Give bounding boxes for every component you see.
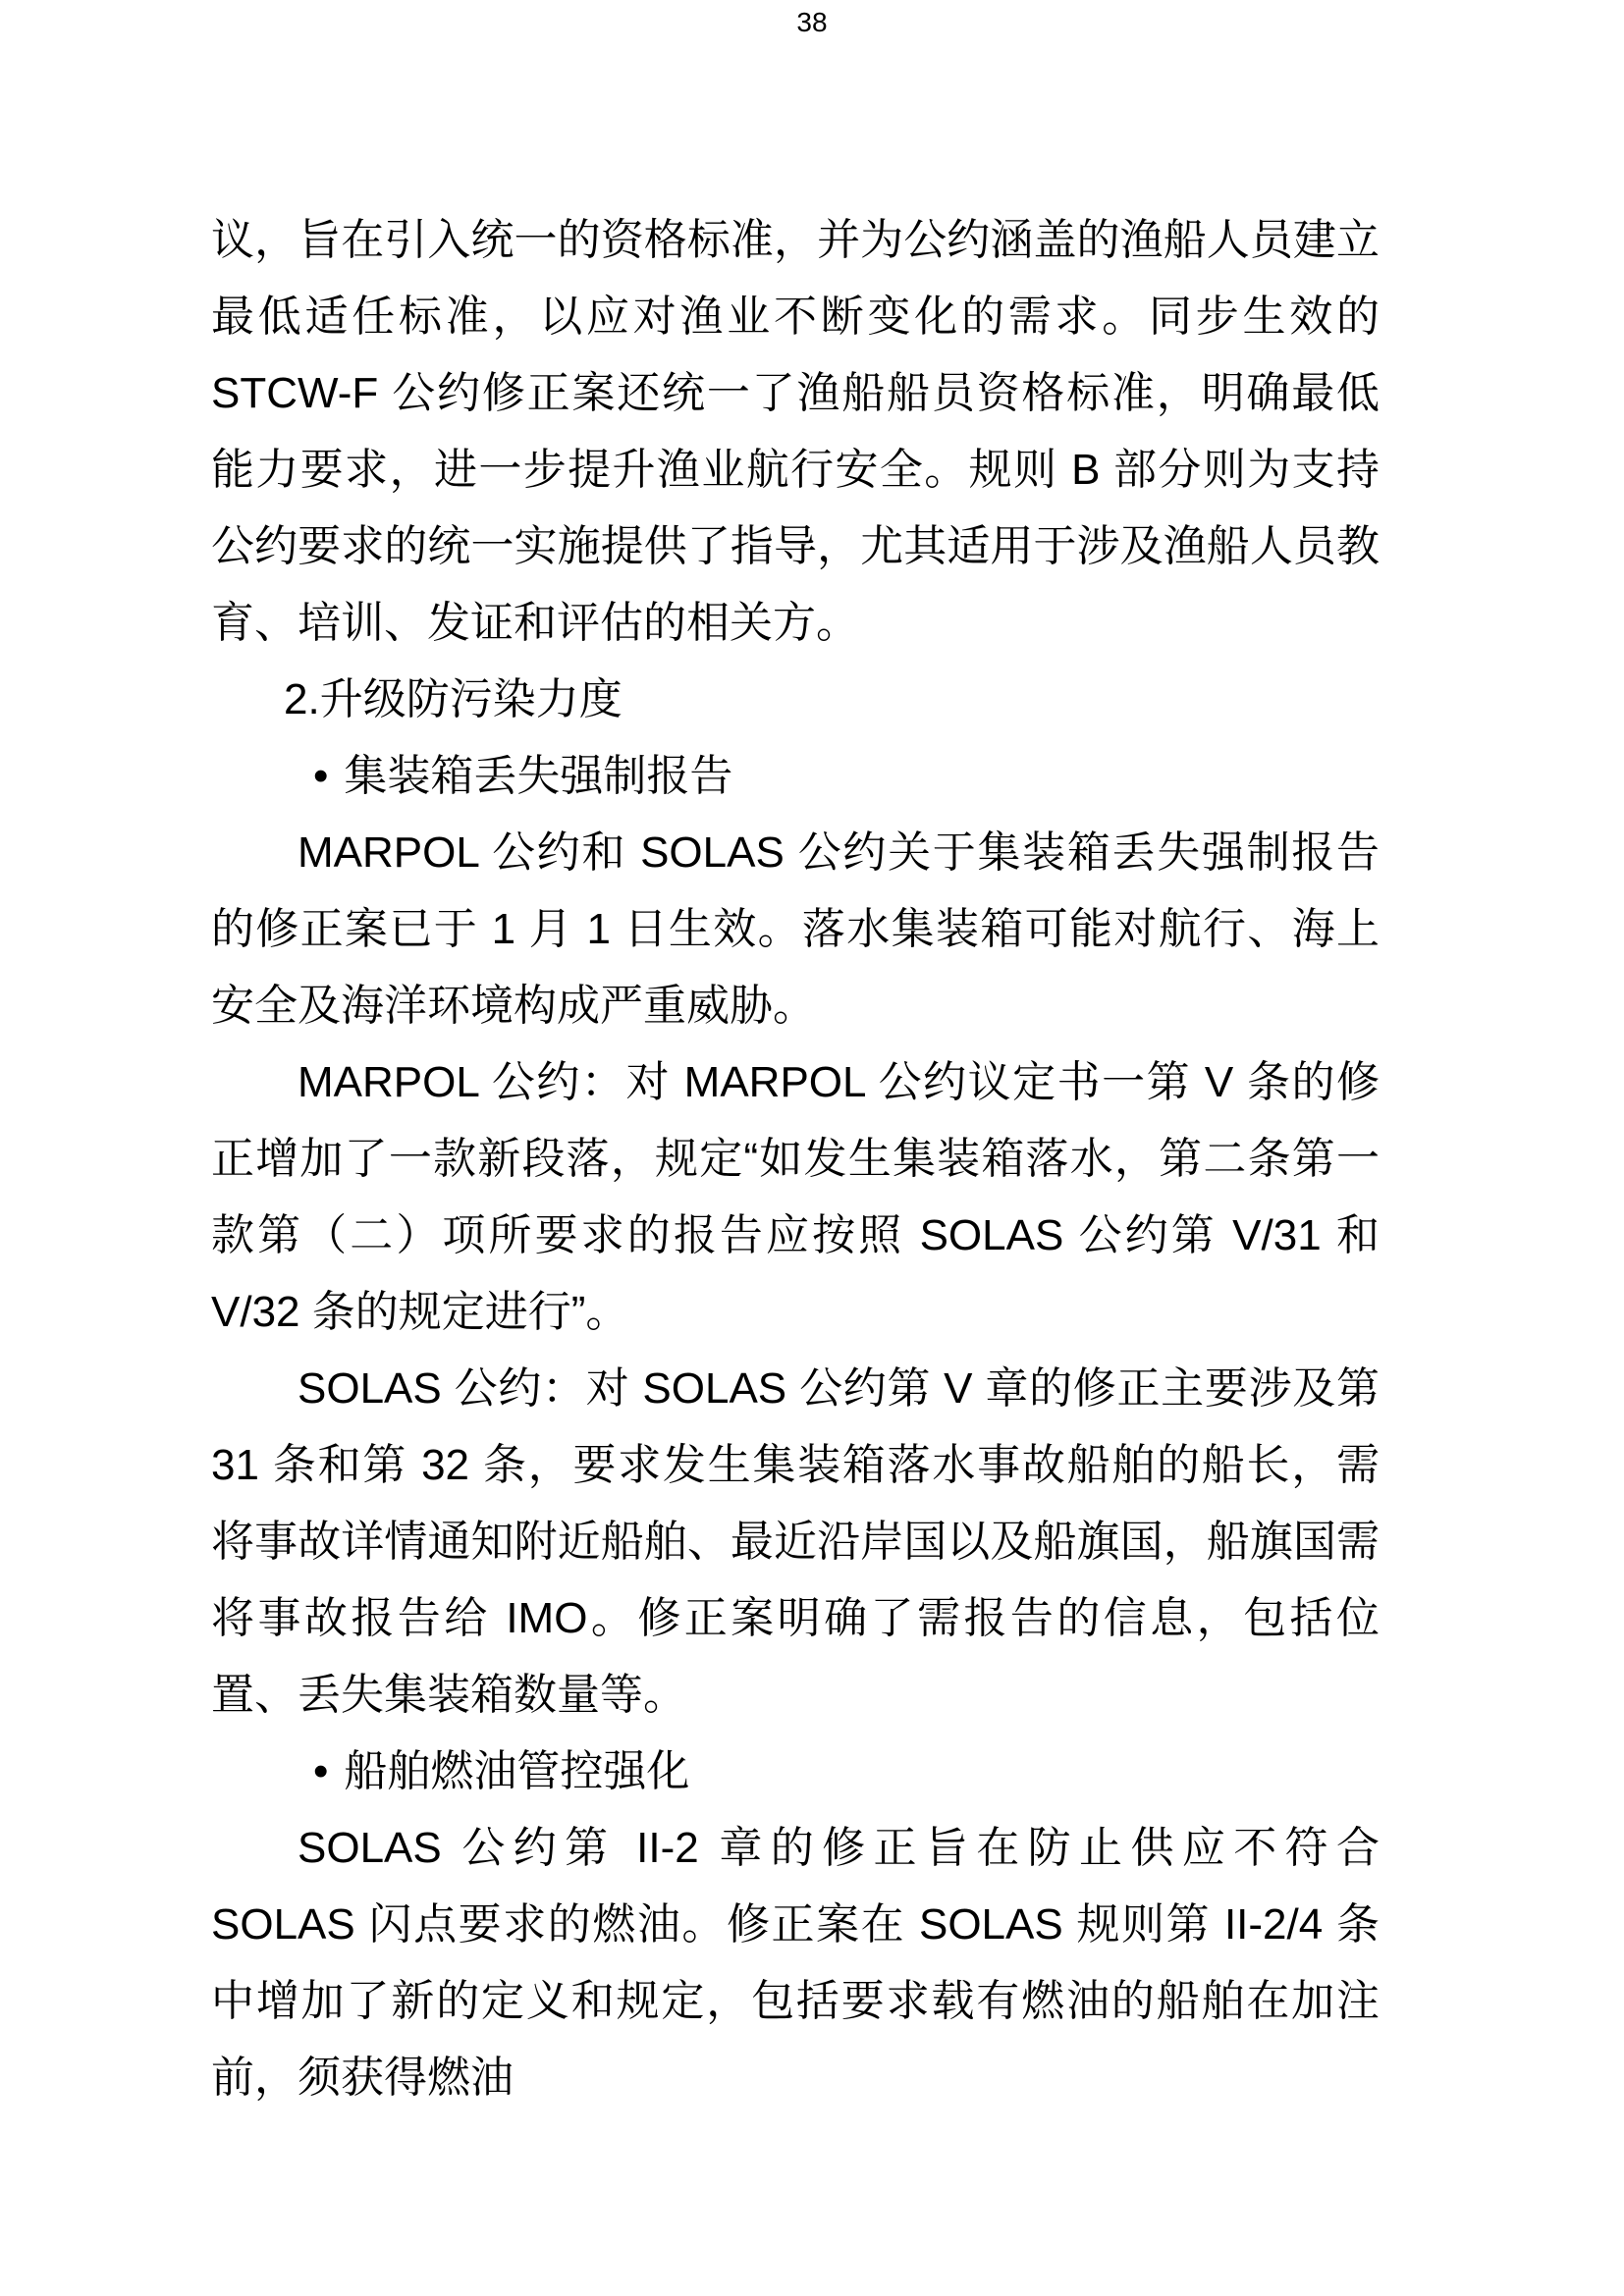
section-heading: 2.升级防污染力度 [284,675,623,723]
body-paragraph: SOLAS 公约第 II-2 章的修正旨在防止供应不符合 SOLAS 闪点要求的燃油。修正案在 SOLAS 规则第 II-2/4 条中增加了新的定义和规定，包括要求载有燃油的船舶在加注前，须获得燃油 [211,1824,1380,2102]
bullet-icon: • [313,1747,329,1795]
bullet-item-label: 船舶燃油管控强化 [344,1747,690,1795]
body-paragraph: SOLAS 公约：对 SOLAS 公约第 V 章的修正主要涉及第 31 条和第 32 条，要求发生集装箱落水事故船舶的船长，需将事故详情通知附近船舶、最近沿岸国以及船旗国，船旗国需将事故报告给 IMO。修正案明确了需报告的信息，包括位置、丢失集装箱数量等。 [211,1364,1380,1719]
body-paragraph-continuation: 议，旨在引入统一的资格标准，并为公约涵盖的渔船人员建立最低适任标准，以应对渔业不断变化的需求。同步生效的 STCW-F 公约修正案还统一了渔船船员资格标准，明确最低能力要求，进一步提升渔业航行安全。规则 B 部分则为支持公约要求的统一实施提供了指导，尤其适用于涉及渔船人员教育、培训、发证和评估的相关方。 [211,216,1380,647]
page-number: 38 [796,7,828,37]
bullet-item [211,738,1380,815]
page-content [211,202,1380,2116]
body-paragraph: MARPOL 公约：对 MARPOL 公约议定书一第 V 条的修正增加了一款新段落，规定“如发生集装箱落水，第二条第一款第（二）项所要求的报告应按照 SOLAS 公约第 V/31 和 V/32 条的规定进行”。 [211,1058,1380,1336]
bullet-item-label: 集装箱丢失强制报告 [344,752,733,800]
body-paragraph: MARPOL 公约和 SOLAS 公约关于集装箱丢失强制报告的修正案已于 1 月 1 日生效。落水集装箱可能对航行、海上安全及海洋环境构成严重威胁。 [211,828,1380,1030]
bullet-item [211,1734,1380,1810]
bullet-icon: • [313,752,329,800]
